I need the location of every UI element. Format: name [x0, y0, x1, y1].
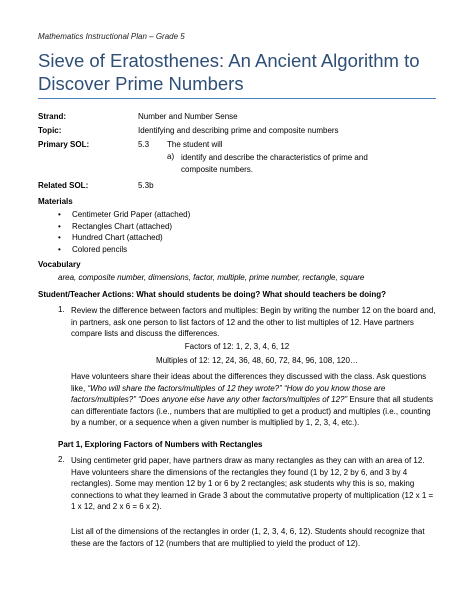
related-sol-label: Related SOL:	[38, 181, 89, 190]
vocabulary-heading: Vocabulary	[38, 260, 81, 269]
bullet-icon: •	[58, 244, 61, 254]
bullet-icon: •	[58, 221, 61, 231]
strand-value: Number and Number Sense	[138, 112, 238, 121]
primary-sol-label: Primary SOL:	[38, 140, 90, 149]
topic-label: Topic:	[38, 126, 62, 135]
primary-sol-sub-line-1: identify and describe the characteristics of prime and	[181, 153, 368, 162]
title-divider	[38, 98, 436, 99]
strand-label: Strand:	[38, 112, 66, 121]
primary-sol-sub-text	[181, 152, 441, 176]
vocabulary-terms: area, composite number, dimensions, factor, multiple, prime number, rectangle, square	[58, 273, 365, 282]
running-header: Mathematics Instructional Plan – Grade 5	[38, 32, 185, 41]
list-item: • Hundred Chart (attached)	[58, 233, 163, 242]
actions-heading: Student/Teacher Actions: What should students be doing? What should teachers be doing?	[38, 290, 387, 299]
topic-value: Identifying and describing prime and composite numbers	[138, 126, 339, 135]
materials-list	[58, 209, 190, 255]
step-2-number: 2.	[58, 455, 65, 464]
primary-sol-sub-line-2: composite numbers.	[181, 165, 254, 174]
step-1-text: Review the difference between factors and multiples: Begin by writing the number 12 on the board and, in partners, ask one person to list factors of 12 and the other to list multiples of 12. Have partners compare lists and discuss the differences.	[71, 306, 436, 338]
discussion-questions: “Who will share the factors/multiples of 12 they wrote?” “How do you know those are factors/multiples?” “Does anyone else have any other factors/multiples of 12?”	[71, 383, 386, 404]
title-line-1: Sieve of Eratosthenes: An Ancient Algorithm to	[38, 50, 420, 71]
page-title	[38, 50, 438, 95]
title-line-2: Discover Prime Numbers	[38, 72, 244, 94]
bullet-icon: •	[58, 233, 61, 242]
part-1-heading: Part 1, Exploring Factors of Numbers with Rectangles	[58, 440, 263, 449]
factors-line: Factors of 12: 1, 2, 3, 4, 6, 12	[184, 342, 290, 351]
step-1-number: 1.	[58, 305, 65, 314]
related-sol-value: 5.3b	[138, 181, 154, 190]
step-1-follow-up: Have volunteers share their ideas about the differences they discussed with the class. Ask questions like, “Who will share the factors/multiples of 12 they wrote?” “How do you know those are factors/multiples?” “Does anyone else have any other factors/multiples of 12?” Ensure that all students can differentiate factors (i.e., numbers that are multiplied to get a product) and multiples (i.e., counting by a number, or a sequence when a given number is multiplied by 1, 2, 3, 4, etc.).	[71, 372, 433, 427]
primary-sol-sub-marker: a)	[167, 152, 175, 161]
list-item: • Rectangles Chart (attached)	[58, 221, 173, 231]
list-item: • Colored pencils	[58, 244, 128, 254]
materials-heading: Materials	[38, 197, 73, 206]
step-2-follow-up: List all of the dimensions of the rectangles in order (1, 2, 3, 4, 6, 12). Students should recognize that these are the factors of 12 (numbers that are multiplied to yield the product of 12).	[71, 527, 425, 548]
list-item: • Centimeter Grid Paper (attached)	[58, 210, 191, 219]
step-2-text: Using centimeter grid paper, have partners draw as many rectangles as they can with an area of 12. Have volunteers share the dimensions of the rectangles they found (1 by 12, 2 by 6, and 3 by 4 rectangles). Some may mention 12 by 1 or 6 by 2 rectangles; ask students why this is so, making connections to what they learned in Grade 3 about the commutative property of multiplication (12 x 1 = 1 x 12, and 2 x 6 = 6 x 2).	[71, 456, 434, 511]
multiples-line: Multiples of 12: 12, 24, 36, 48, 60, 72, 84, 96, 108, 120…	[156, 356, 358, 365]
bullet-icon: •	[58, 210, 61, 219]
primary-sol-number: 5.3	[138, 140, 150, 149]
primary-sol-intro: The student will	[167, 140, 223, 149]
